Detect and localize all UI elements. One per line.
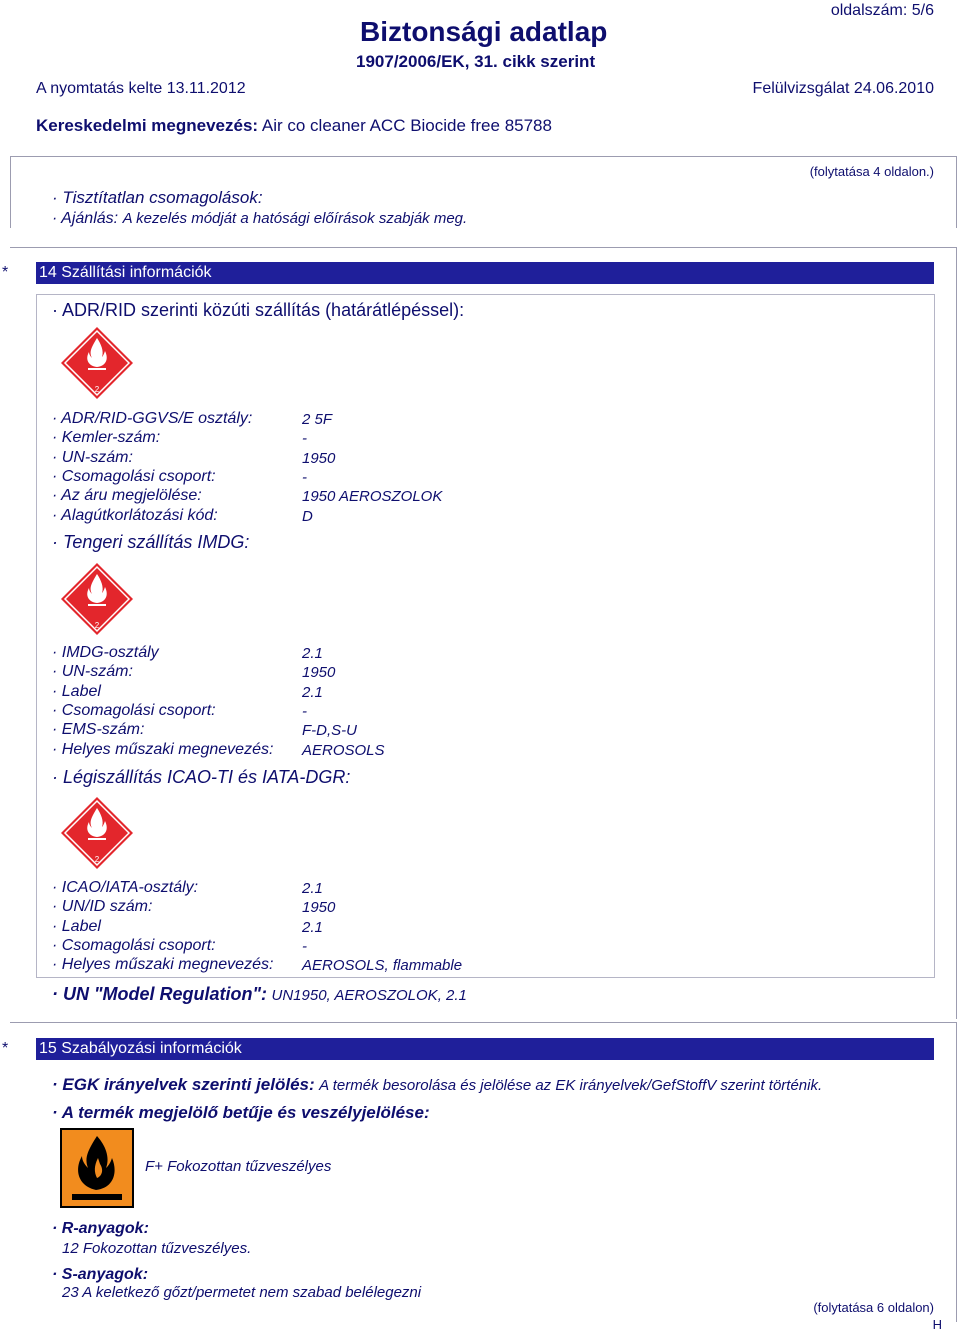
document-subtitle: 1907/2006/EK, 31. cikk szerint [356,52,596,71]
placard-class-number: 2 [94,385,100,394]
adr-value: - [302,468,307,486]
trade-name-value: Air co cleaner ACC Biocide free 85788 [261,116,552,135]
adr-label: · UN-szám: [52,448,133,466]
flammable-hazard-icon [60,1128,134,1208]
air-row [52,898,912,916]
adr-label: · Csomagolási csoport: [52,467,216,485]
imdg-label: · IMDG-osztály [52,644,159,661]
review-date: Felülvizsgálat 24.06.2010 [752,80,934,97]
divider [10,247,956,248]
adr-value: 1950 [302,449,336,467]
adr-row [52,429,912,447]
imdg-label: · EMS-szám: [52,721,145,739]
revision-marker: * [2,1040,9,1057]
air-label: · Csomagolási csoport: [52,936,216,954]
section-14-title: 14 Szállítási információk [39,264,212,281]
divider [10,156,956,157]
recommendation-label: · Ajánlás: [52,210,119,227]
transport-box [36,294,935,978]
air-label: · Helyes műszaki megnevezés: [52,956,274,974]
imdg-row [52,721,912,739]
section-15-title: 15 Szabályozási információk [39,1040,242,1057]
egk-value: A termék besorolása és jelölése az EK irányelvek/GefStoffV szerint történik. [319,1077,823,1094]
divider [956,247,957,1019]
imdg-heading: · Tengeri szállítás IMDG: [52,532,250,552]
adr-row [52,507,912,525]
air-label: · UN/ID szám: [52,898,153,916]
adr-value: 1950 AEROSZOLOK [302,488,443,506]
document-title: Biztonsági adatlap [360,16,608,47]
adr-label: · Kemler-szám: [52,429,161,447]
imdg-label: · Label [52,682,101,700]
adr-heading: · ADR/RID szerinti közúti szállítás (határátlépéssel): [52,300,465,320]
divider [10,156,11,228]
imdg-value: AEROSOLS [302,741,385,759]
flame-placard-icon [60,796,134,870]
air-value: 2.1 [302,880,323,897]
revision-marker: * [2,264,9,281]
adr-value: - [302,430,307,448]
page-number: oldalszám: 5/6 [830,2,934,19]
adr-row [52,487,912,505]
adr-label: · ADR/RID-GGVS/E osztály: [52,410,253,427]
symbol-caption: F+ Fokozottan tűzveszélyes [145,1158,332,1175]
air-value: - [302,937,307,955]
print-date: A nyomtatás kelte 13.11.2012 [36,80,246,97]
air-value: 1950 [302,899,336,917]
air-row [52,956,912,974]
imdg-row [52,644,912,662]
divider [956,1022,957,1322]
country-letter: H [932,1317,942,1332]
air-heading: · Légiszállítás ICAO-TI és IATA-DGR: [52,767,351,787]
imdg-row [52,702,912,720]
adr-label: · Alagútkorlátozási kód: [52,506,218,524]
air-value: AEROSOLS, flammable [302,957,463,975]
r-phrases-value: 12 Fokozottan tűzveszélyes. [62,1240,252,1257]
air-label: · Label [52,917,101,935]
continued-from: (folytatása 4 oldalon.) [809,164,934,179]
imdg-row [52,683,912,701]
air-row [52,937,912,955]
continued-to: (folytatása 6 oldalon) [813,1300,934,1315]
imdg-row [52,741,912,759]
adr-row [52,449,912,467]
recommendation [52,210,467,228]
adr-value: D [302,507,313,525]
flame-placard-icon [60,326,134,400]
section-15-header [36,1038,934,1060]
un-model-label: · UN "Model Regulation": [52,984,268,1004]
air-row [52,879,912,897]
trade-name-label: Kereskedelmi megnevezés: [36,116,259,135]
imdg-label: · Csomagolási csoport: [52,701,216,719]
section-14-header [36,262,934,284]
egk-label: · EGK irányelvek szerinti jelölés: [52,1075,315,1094]
adr-row [52,468,912,486]
air-value: 2.1 [302,918,323,936]
divider [956,156,957,228]
adr-label: · Az áru megjelölése: [52,487,202,505]
imdg-value: - [302,702,307,720]
adr-value: 2 5F [302,411,333,428]
divider [10,1022,956,1023]
r-phrases-label: · R-anyagok: [52,1220,149,1237]
air-row [52,918,912,936]
uncleaned-packaging-label: · Tisztítatlan csomagolások: [52,188,263,207]
imdg-label: · UN-szám: [52,663,133,681]
trade-name [36,116,552,136]
placard-class-number: 2 [94,621,100,630]
recommendation-value: A kezelés módját a hatósági előírások szabják meg. [122,210,468,227]
egk-labelling [52,1075,822,1095]
imdg-value: 2.1 [302,645,323,662]
adr-row [52,410,912,428]
imdg-value: 2.1 [302,683,323,701]
imdg-value: F-D,S-U [302,722,357,740]
symbol-label: · A termék megjelölő betűje és veszélyjelölése: [52,1103,430,1122]
imdg-label: · Helyes műszaki megnevezés: [52,740,274,758]
un-model-value: UN1950, AEROSZOLOK, 2.1 [271,987,467,1004]
imdg-row [52,663,912,681]
s-phrases-value: 23 A keletkező gőzt/permetet nem szabad belélegezni [62,1284,422,1301]
placard-class-number: 2 [94,855,100,864]
un-model-regulation [52,984,467,1005]
s-phrases-label: · S-anyagok: [52,1266,149,1283]
flame-placard-icon [60,562,134,636]
imdg-value: 1950 [302,664,336,682]
air-label: · ICAO/IATA-osztály: [52,879,199,896]
